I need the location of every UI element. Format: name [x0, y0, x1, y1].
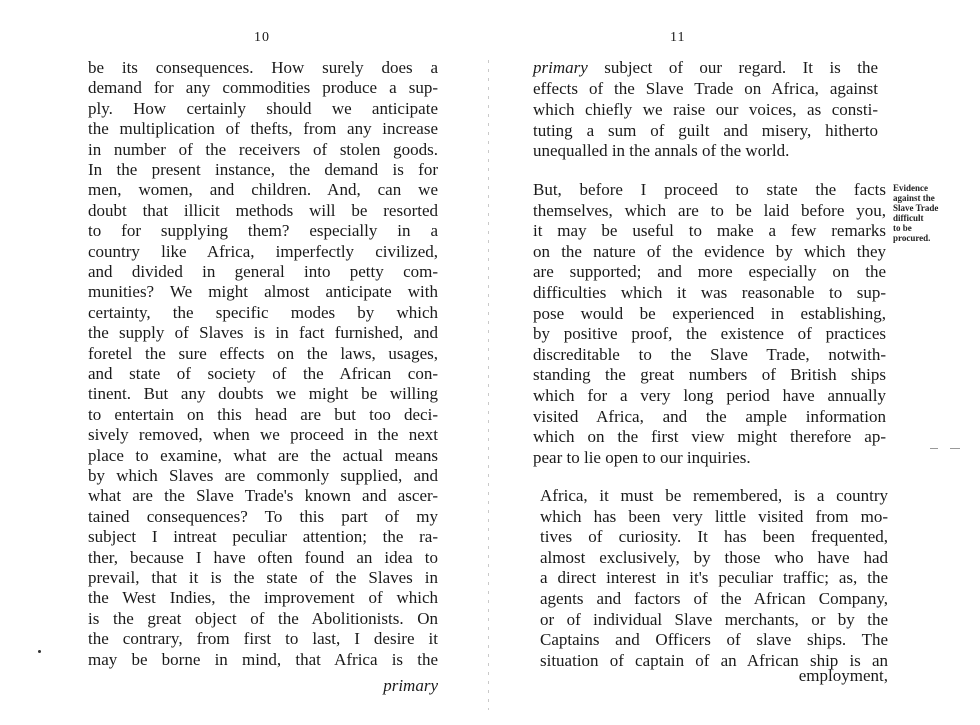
- text-line: may be borne in mind, that Africa is the: [88, 649, 438, 669]
- text-line: demand for any commodities produce a sup-: [88, 78, 438, 98]
- text-line: In the present instance, the demand is for: [88, 160, 438, 179]
- text-line: difficulties which it was reasonable to sup-: [533, 283, 886, 302]
- text-line: But, before I proceed to state the facts: [533, 180, 886, 199]
- text-line: Africa, it must be remembered, is a country: [540, 486, 888, 505]
- text-line: tained consequences? To this part of my: [88, 506, 438, 526]
- text-line: unequalled in the annals of the world.: [533, 141, 790, 161]
- text-line: the contrary, from first to last, I desire it: [88, 629, 438, 649]
- text-line: ply. How certainly should we anticipate: [88, 98, 438, 118]
- text-line: in number of the receivers of stolen goods.: [88, 139, 438, 159]
- text-line: men, women, and children. And, can we: [88, 180, 438, 200]
- text-line: what are the Slave Trade's known and ascer-: [88, 486, 438, 506]
- text-line: the multiplication of thefts, from any increase: [88, 119, 438, 139]
- text-line: subject I intreat peculiar attention; the ra-: [88, 527, 438, 547]
- text-line: munities? We might almost anticipate with: [88, 282, 438, 302]
- text-line: standing the great numbers of British ships: [533, 365, 886, 385]
- text-line: to for supplying them? especially in a: [88, 221, 438, 241]
- text-line: is the great object of the Abolitionists. On: [88, 608, 438, 628]
- text-line: certainty, the specific modes by which: [88, 302, 438, 322]
- margin-note-line: against the: [893, 193, 935, 203]
- text-line: tives of curiosity. It has been frequented,: [540, 527, 888, 547]
- text-line: or of individual Slave merchants, or by the: [540, 609, 888, 629]
- text-line: and state of society of the African con-: [88, 364, 438, 383]
- text-line: which chiefly we raise our voices, as consti-: [533, 99, 878, 119]
- text-line: which on the first view might therefore ap-: [533, 427, 886, 447]
- text-line: agents and factors of the African Company,: [540, 589, 888, 608]
- stray-mark: [38, 650, 41, 653]
- text-line: themselves, which are to be laid before you,: [533, 200, 886, 220]
- text-line: are supported; and more especially on the: [533, 262, 886, 282]
- text-line: visited Africa, and the ample information: [533, 406, 886, 426]
- text-line: by which Slaves are commonly supplied, and: [88, 466, 438, 485]
- text-line: the West Indies, the improvement of which: [88, 588, 438, 608]
- catchword-left: primary: [383, 676, 438, 695]
- text-line: discreditable to the Slave Trade, notwith-: [533, 344, 886, 364]
- text-line: sively removed, when we proceed in the next: [88, 425, 438, 445]
- text-line: country like Africa, imperfectly civilized,: [88, 241, 438, 261]
- text-line: to entertain on this head are but too deci-: [88, 404, 438, 424]
- text-line: pear to lie open to our inquiries.: [533, 447, 751, 467]
- margin-note-line: to be: [893, 223, 912, 233]
- text-line: on the nature of the evidence by which they: [533, 241, 886, 261]
- text-line: situation of captain of an African ship is an: [540, 650, 888, 670]
- page-number-right: 11: [670, 30, 686, 45]
- margin-note-line: Evidence: [893, 183, 928, 193]
- text-line: doubt that illicit methods will be resorted: [88, 200, 438, 220]
- margin-note-line: Slave Trade: [893, 203, 939, 213]
- text-line: which has been very little visited from mo-: [540, 506, 888, 526]
- text-line: Captains and Officers of slave ships. The: [540, 630, 888, 650]
- text-line: it may be useful to make a few remarks: [533, 221, 886, 241]
- text-line: by positive proof, the existence of practices: [533, 324, 886, 344]
- margin-note-line: procured.: [893, 233, 931, 243]
- text-line: and divided in general into petty com-: [88, 262, 438, 281]
- text-line: the supply of Slaves is in fact furnished, and: [88, 323, 438, 343]
- margin-note: [893, 183, 938, 243]
- text-line: prevail, that it is the state of the Slaves in: [88, 568, 438, 587]
- text-line: pose would be experienced in establishing,: [533, 303, 886, 323]
- margin-mark: [950, 448, 960, 449]
- margin-mark: [930, 448, 938, 449]
- text-line: tinent. But any doubts we might be willing: [88, 384, 438, 404]
- text-line: place to examine, what are the actual means: [88, 445, 438, 465]
- text-line: tuting a sum of guilt and misery, hitherto: [533, 120, 878, 140]
- gutter: [488, 60, 489, 710]
- right-first-line: primary subject of our regard. It is the: [533, 58, 878, 77]
- page-number-left: 10: [254, 30, 270, 45]
- text-line: be its consequences. How surely does a: [88, 58, 438, 77]
- text-line: foretel the sure effects on the laws, usages,: [88, 343, 438, 363]
- margin-note-line: difficult: [893, 213, 924, 223]
- catchword-right: employment,: [798, 666, 888, 685]
- text-line: almost exclusively, by those who have had: [540, 547, 888, 567]
- text-line: effects of the Slave Trade on Africa, against: [533, 79, 878, 98]
- text-line: a direct interest in it's peculiar traffic; as, the: [540, 568, 888, 588]
- text-line: which for a very long period have annually: [533, 386, 886, 405]
- text-line: ther, because I have often found an idea to: [88, 547, 438, 567]
